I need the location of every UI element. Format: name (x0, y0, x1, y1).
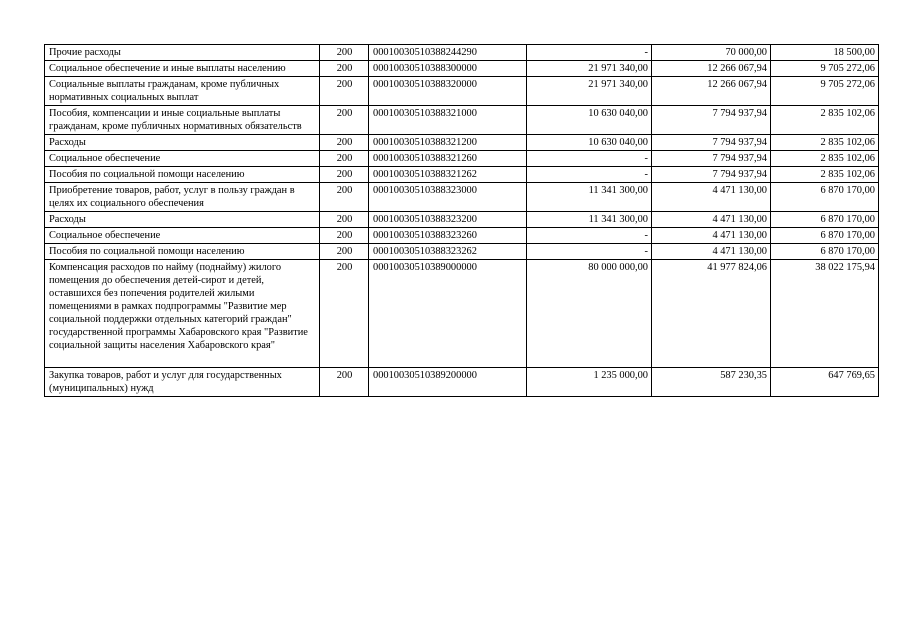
table-row (45, 368, 879, 397)
row-unexecuted: 647 769,65 (771, 368, 879, 397)
row-name: Социальное обеспечение и иные выплаты населению (45, 61, 320, 77)
row-budget-code: 00010030510388320000 (369, 77, 527, 106)
row-budget-code: 00010030510388321200 (369, 135, 527, 151)
row-name: Социальное обеспечение (45, 228, 320, 244)
row-executed: 7 794 937,94 (652, 151, 771, 167)
row-name: Пособия по социальной помощи населению (45, 167, 320, 183)
budget-table (44, 44, 879, 397)
row-unexecuted: 2 835 102,06 (771, 106, 879, 135)
row-budget-code: 00010030510388244290 (369, 45, 527, 61)
row-budget-code: 00010030510388323000 (369, 183, 527, 212)
row-executed: 4 471 130,00 (652, 212, 771, 228)
table-row (45, 183, 879, 212)
row-unexecuted: 6 870 170,00 (771, 244, 879, 260)
row-line-code: 200 (320, 260, 369, 368)
row-unexecuted: 18 500,00 (771, 45, 879, 61)
row-line-code: 200 (320, 77, 369, 106)
row-executed: 41 977 824,06 (652, 260, 771, 368)
row-line-code: 200 (320, 244, 369, 260)
row-executed: 587 230,35 (652, 368, 771, 397)
row-budget-code: 00010030510389000000 (369, 260, 527, 368)
row-executed: 4 471 130,00 (652, 244, 771, 260)
row-line-code: 200 (320, 61, 369, 77)
row-line-code: 200 (320, 45, 369, 61)
row-budget-code: 00010030510388323262 (369, 244, 527, 260)
row-executed: 12 266 067,94 (652, 77, 771, 106)
table-row (45, 167, 879, 183)
row-name: Приобретение товаров, работ, услуг в пользу граждан в целях их социального обеспечения (45, 183, 320, 212)
row-budget-code: 00010030510388321000 (369, 106, 527, 135)
row-approved: - (527, 228, 652, 244)
row-unexecuted: 6 870 170,00 (771, 228, 879, 244)
row-line-code: 200 (320, 151, 369, 167)
row-budget-code: 00010030510389200000 (369, 368, 527, 397)
row-executed: 7 794 937,94 (652, 106, 771, 135)
row-approved: 80 000 000,00 (527, 260, 652, 368)
row-line-code: 200 (320, 212, 369, 228)
row-approved: 11 341 300,00 (527, 183, 652, 212)
row-unexecuted: 2 835 102,06 (771, 135, 879, 151)
table-row (45, 135, 879, 151)
row-unexecuted: 9 705 272,06 (771, 61, 879, 77)
row-executed: 7 794 937,94 (652, 167, 771, 183)
row-approved: - (527, 167, 652, 183)
row-budget-code: 00010030510388323260 (369, 228, 527, 244)
row-executed: 70 000,00 (652, 45, 771, 61)
row-executed: 12 266 067,94 (652, 61, 771, 77)
table-row (45, 45, 879, 61)
row-name: Компенсация расходов по найму (поднайму) жилого помещения до обеспечения детей-сирот и детей, оставшихся без попечения родителей жилыми помещениями в рамках подпрограммы "Развитие мер социальной поддержки отдельных категорий граждан" государственной программы Хабаровского края "Развитие социальной защиты населения Хабаровского края" (45, 260, 320, 368)
row-approved: - (527, 244, 652, 260)
table-row (45, 244, 879, 260)
row-unexecuted: 2 835 102,06 (771, 167, 879, 183)
row-name: Пособия, компенсации и иные социальные выплаты гражданам, кроме публичных нормативных обязательств (45, 106, 320, 135)
row-unexecuted: 2 835 102,06 (771, 151, 879, 167)
row-name: Закупка товаров, работ и услуг для государственных (муниципальных) нужд (45, 368, 320, 397)
row-approved: 10 630 040,00 (527, 106, 652, 135)
row-name: Расходы (45, 212, 320, 228)
row-approved: - (527, 45, 652, 61)
row-line-code: 200 (320, 135, 369, 151)
row-line-code: 200 (320, 167, 369, 183)
row-line-code: 200 (320, 368, 369, 397)
row-approved: 11 341 300,00 (527, 212, 652, 228)
row-approved: - (527, 151, 652, 167)
row-budget-code: 00010030510388300000 (369, 61, 527, 77)
row-unexecuted: 9 705 272,06 (771, 77, 879, 106)
table-row (45, 77, 879, 106)
row-executed: 7 794 937,94 (652, 135, 771, 151)
row-line-code: 200 (320, 106, 369, 135)
row-budget-code: 00010030510388321262 (369, 167, 527, 183)
table-row (45, 228, 879, 244)
row-name: Пособия по социальной помощи населению (45, 244, 320, 260)
row-approved: 10 630 040,00 (527, 135, 652, 151)
row-executed: 4 471 130,00 (652, 183, 771, 212)
row-budget-code: 00010030510388323200 (369, 212, 527, 228)
row-name: Социальное обеспечение (45, 151, 320, 167)
table-row (45, 212, 879, 228)
row-executed: 4 471 130,00 (652, 228, 771, 244)
row-unexecuted: 6 870 170,00 (771, 212, 879, 228)
row-approved: 21 971 340,00 (527, 61, 652, 77)
row-name: Расходы (45, 135, 320, 151)
table-row (45, 151, 879, 167)
row-line-code: 200 (320, 228, 369, 244)
budget-execution-sheet (44, 44, 878, 397)
row-unexecuted: 38 022 175,94 (771, 260, 879, 368)
row-name: Социальные выплаты гражданам, кроме публичных нормативных социальных выплат (45, 77, 320, 106)
row-unexecuted: 6 870 170,00 (771, 183, 879, 212)
row-line-code: 200 (320, 183, 369, 212)
row-approved: 1 235 000,00 (527, 368, 652, 397)
row-budget-code: 00010030510388321260 (369, 151, 527, 167)
table-row (45, 61, 879, 77)
row-name: Прочие расходы (45, 45, 320, 61)
table-row (45, 106, 879, 135)
row-approved: 21 971 340,00 (527, 77, 652, 106)
table-row (45, 260, 879, 368)
